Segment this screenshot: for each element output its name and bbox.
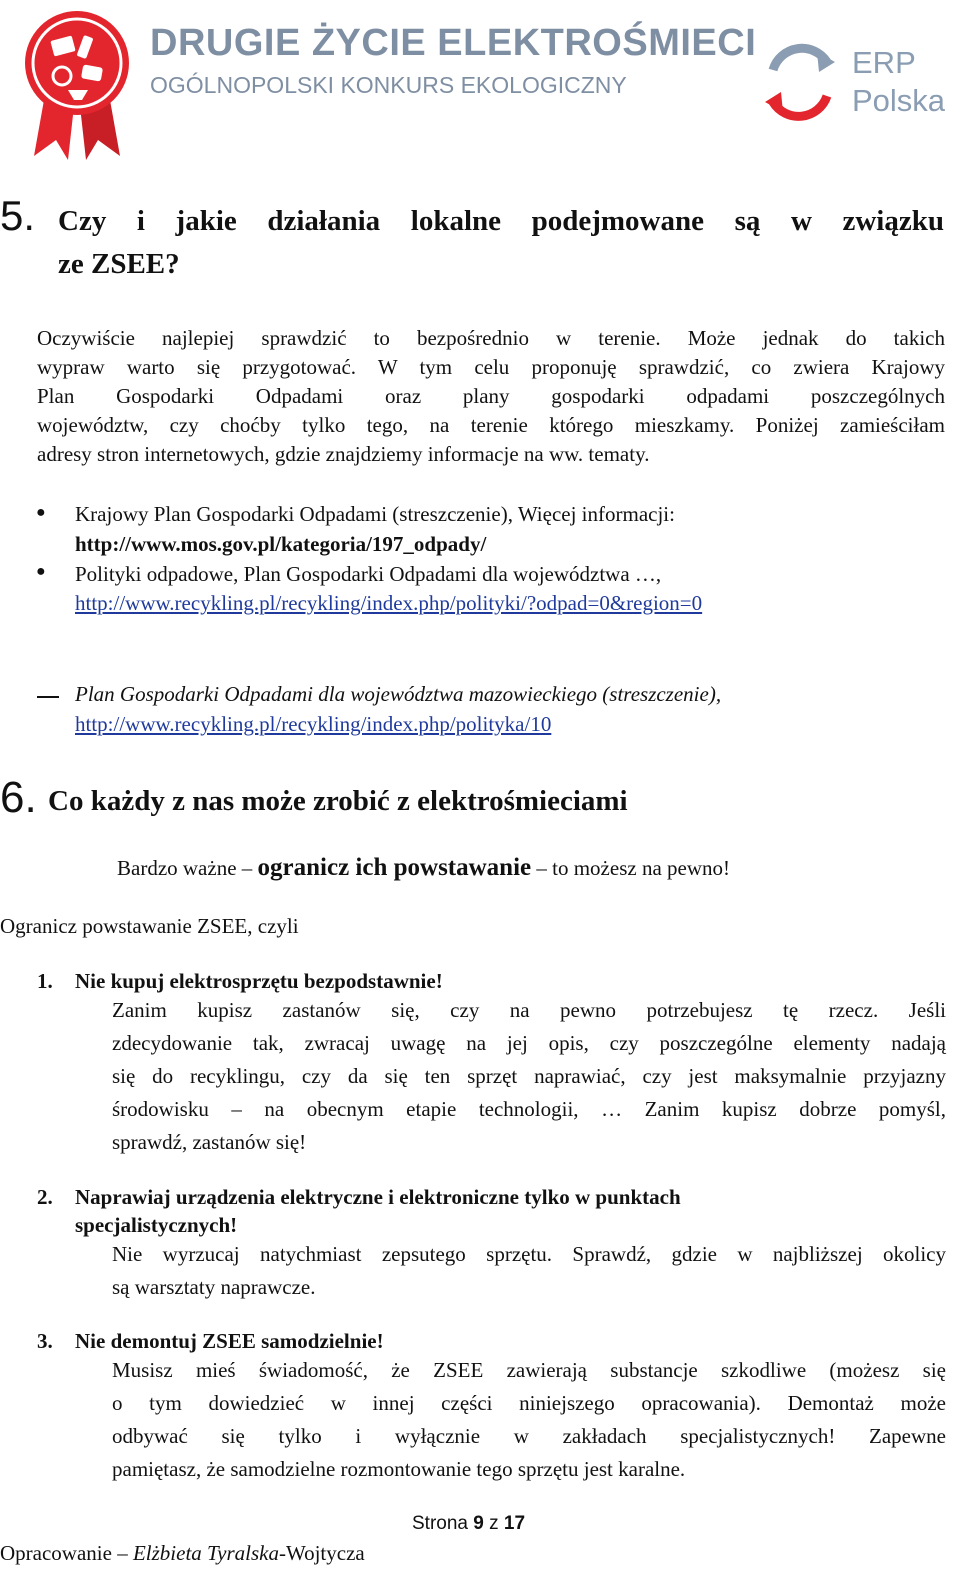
bullet2-label: Polityki odpadowe, Plan Gospodarki Odpadami dla województwa …, (75, 562, 662, 586)
item2-title-line: specjalistycznych! (75, 1213, 238, 1237)
item3-body-line: pamiętasz, że samodzielne rozmontowanie tego sprzętu jest karalne. (112, 1457, 686, 1481)
bullet-dot: ● (36, 504, 46, 521)
item3-body (112, 1354, 946, 1486)
page-total: 17 (503, 1513, 526, 1534)
page-of: z (489, 1513, 499, 1534)
author-italic: Elżbieta Tyralska (132, 1541, 279, 1565)
author-pre: Opracowanie – (0, 1541, 133, 1565)
bullet-dot: ● (36, 563, 46, 580)
item1-number: 1. (37, 969, 53, 993)
emphasis-post: – to możesz na pewno! (531, 856, 730, 880)
author-post: -Wojtycza (278, 1541, 365, 1565)
erp-line2: Polska (852, 83, 946, 118)
para-line: Plan Gospodarki Odpadami oraz plany gospodarki odpadami poszczególnych (37, 384, 945, 408)
section6-title: Co każdy z nas może zrobić z elektrośmieciami (48, 785, 628, 817)
section5-title-line1: Czy i jakie działania lokalne podejmowane są w związku (58, 205, 944, 237)
page-current: 9 (473, 1513, 484, 1534)
bullet1-url: http://www.mos.gov.pl/kategoria/197_odpady/ (75, 532, 487, 556)
dash-marker (37, 696, 59, 698)
item3-number: 3. (37, 1329, 53, 1353)
item2-body-line: są warsztaty naprawcze. (112, 1275, 316, 1299)
section5-paragraph (37, 324, 945, 469)
erp-wordmark (852, 44, 945, 120)
item3-body-line: o tym dowiedzieć w innej części niniejszego opracowania). Demontaż może (112, 1391, 946, 1415)
item3-body-line: odbywać się tylko i wyłącznie w zakładach specjalistycznych! Zapewne (112, 1424, 946, 1448)
bullet2-text (75, 560, 661, 589)
item2-body (112, 1238, 946, 1304)
erp-line1: ERP (852, 45, 916, 80)
section6-intro: Ogranicz powstawanie ZSEE, czyli (0, 914, 299, 938)
section5-number: 5. (0, 192, 36, 239)
contest-title: DRUGIE ŻYCIE ELEKTROŚMIECI (150, 22, 757, 64)
erp-recycle-icon (755, 40, 845, 125)
footer-author (0, 1541, 365, 1566)
item1-body-line: Zanim kupisz zastanów się, czy na pewno potrzebujesz tę rzecz. Jeśli (112, 998, 946, 1022)
contest-subtitle: OGÓLNOPOLSKI KONKURS EKOLOGICZNY (150, 72, 627, 98)
item2-title-line: Naprawiaj urządzenia elektryczne i elektroniczne tylko w punktach (75, 1185, 681, 1209)
item1-body-line: sprawdź, zastanów się! (112, 1130, 307, 1154)
item2-body-line: Nie wyrzucaj natychmiast zepsutego sprzętu. Sprawdź, gdzie w najbliższej okolicy (112, 1242, 946, 1266)
item1-body-line: środowisku – na obecnym etapie technologii, … Zanim kupisz dobrze pomyśl, (112, 1097, 946, 1121)
bullet2-link[interactable]: http://www.recykling.pl/recykling/index.php/polityki/?odpad=0&region=0 (75, 591, 703, 615)
contest-logo (22, 8, 132, 163)
emphasis-pre: Bardzo ważne – (117, 856, 258, 880)
page-word: Strona (412, 1513, 468, 1534)
section5-title-line2: ze ZSEE? (58, 248, 180, 280)
para-line: wypraw warto się przygotować. W tym celu proponuję sprawdzić, co zwiera Krajowy (37, 355, 945, 379)
section6-number: 6. (0, 773, 37, 822)
item1-body-line: się do recyklingu, czy da się ten sprzęt naprawiać, czy jest maksymalnie przyjazny (112, 1064, 946, 1088)
emphasis-line (117, 854, 730, 882)
item3-body-line: Musisz mieś świadomość, że ZSEE zawierają substancje szkodliwe (możesz się (112, 1358, 946, 1382)
bullet1-text: Krajowy Plan Gospodarki Odpadami (streszczenie), Więcej informacji: (75, 502, 675, 526)
item1-body (112, 994, 946, 1159)
item2-number: 2. (37, 1185, 53, 1209)
item2-title (75, 1183, 681, 1239)
item1-body-line: zdecydowanie tak, zwracaj uwagę na jej opis, czy poszczególne elementy nadają (112, 1031, 946, 1055)
page-number (412, 1513, 525, 1535)
para-line: adresy stron internetowych, gdzie znajdziemy informacje na ww. tematy. (37, 442, 650, 466)
dash-text: Plan Gospodarki Odpadami dla województwa mazowieckiego (streszczenie), (75, 682, 722, 706)
para-line: Oczywiście najlepiej sprawdzić to bezpośrednio w terenie. Może jednak do takich (37, 326, 945, 350)
para-line: województw, czy choćby tylko tego, na terenie którego mieszkamy. Poniżej zamieściłam (37, 413, 945, 437)
item3-title: Nie demontuj ZSEE samodzielnie! (75, 1329, 384, 1353)
emphasis-bold: ogranicz ich powstawanie (257, 854, 532, 881)
item1-title: Nie kupuj elektrosprzętu bezpodstawnie! (75, 969, 443, 993)
dash-link[interactable]: http://www.recykling.pl/recykling/index.php/polityka/10 (75, 712, 552, 736)
